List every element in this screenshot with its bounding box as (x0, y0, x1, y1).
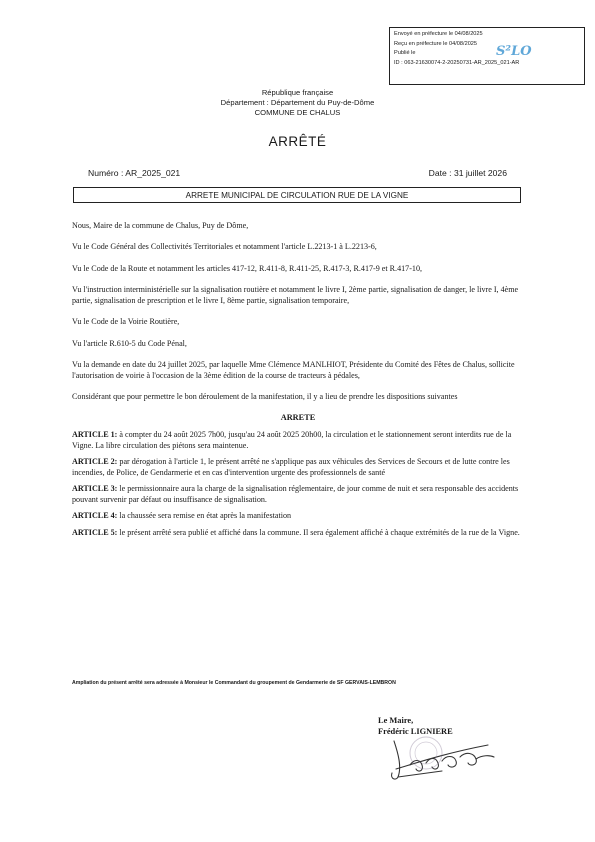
ampliation-note: Ampliation du présent arrêté sera adressée à Monsieur le Commandant du groupement de Gendarmerie de SF GERVAIS-LEMBRON (72, 680, 396, 686)
header-commune: COMMUNE DE CHALUS (254, 108, 341, 117)
article-text: à compter du 24 août 2025 7h00, jusqu'au 24 août 2025 20h00, la circulation et le stationnement seront interdits rue de la Vigne. La libre circulation des piétons sera maintenue. (72, 429, 512, 450)
article-2 (72, 457, 524, 478)
decree-body (72, 221, 524, 545)
slo-logo: S²LO (496, 44, 532, 59)
paragraph-instruction: Vu l'instruction interministérielle sur la signalisation routière et notamment le livre I, 2ème partie, signalisation de danger, le livre I, 4ème partie, signalisation de prescription et le livre I, 8ème partie, signalisation temporaire, (72, 285, 519, 305)
decree-number: Numéro : AR_2025_021 (88, 168, 181, 178)
signatory-role: Le Maire, (378, 716, 414, 725)
article-label: ARTICLE 5: (72, 528, 118, 538)
paragraph-voirie: Vu le Code de la Voirie Routière, (72, 317, 180, 327)
paragraph-code-route: Vu le Code de la Route et notamment les articles 417-12, R.411-8, R.411-25, R.417-3, R.417-9 et R.417-10, (72, 263, 423, 273)
header-country: République française (261, 88, 334, 97)
header-department: Département : Département du Puy-de-Dôme (220, 98, 375, 107)
article-text: la chaussée sera remise en état après la manifestation (117, 511, 292, 521)
stamp-received-line: Reçu en préfecture le 04/08/2025 (394, 40, 478, 47)
article-text: le permissionnaire aura la charge de la signalisation réglementaire, de jour comme de nuit et sera responsable des accidents pouvant survenir par défaut ou insuffisance de signalisation. (72, 484, 519, 504)
article-1 (72, 430, 524, 451)
signatory-name: Frédéric LIGNIERE (378, 726, 453, 736)
article-text: le présent arrêté sera publié et affiché dans la commune. Il sera également affiché à chaque extrémités de la rue de la Vigne. (117, 528, 520, 538)
paragraph-cgct: Vu le Code Général des Collectivités Territoriales et notamment l'article L.2213-1 à L.2213-6, (72, 242, 377, 252)
stamp-id-line: ID : 063-21630074-2-20250731-AR_2025_021-AR (394, 59, 520, 66)
decree-date: Date : 31 juillet 2026 (428, 168, 507, 178)
article-3 (72, 484, 524, 505)
arrete-heading: ARRETE (280, 413, 316, 423)
article-4 (72, 511, 524, 522)
page-title: ARRÊTÉ (268, 134, 327, 149)
article-text: par dérogation à l'article 1, le présent arrêté ne s'applique pas aux véhicules des Services de Secours et de lutte contre les incendies, de Police, de Gendarmerie et en cas d'intervention urgente des professionnels de santé (72, 457, 510, 477)
article-label: ARTICLE 4: (72, 511, 118, 521)
article-label: ARTICLE 3: (72, 484, 118, 494)
stamp-sent-line: Envoyé en préfecture le 04/08/2025 (394, 31, 483, 37)
decree-object-box: ARRETE MUNICIPAL DE CIRCULATION RUE DE LA VIGNE (73, 187, 521, 203)
paragraph-code-penal: Vu l'article R.610-5 du Code Pénal, (72, 338, 187, 348)
paragraph-intro: Nous, Maire de la commune de Chalus, Puy de Dôme, (72, 221, 249, 230)
article-5 (72, 528, 524, 539)
paragraph-request: Vu la demande en date du 24 juillet 2025, par laquelle Mme Clémence MANLHIOT, Présidente du Comité des Fêtes de Chalus, sollicite l'autorisation de voirie à l'occasion de la 3ème édition de la course de tracteurs à pédales, (72, 359, 515, 380)
article-label: ARTICLE 2: (72, 457, 118, 467)
stamp-published-line: Publié le (394, 50, 416, 56)
article-label: ARTICLE 1: (72, 429, 118, 439)
paragraph-considering: Considérant que pour permettre le bon déroulement de la manifestation, il y a lieu de prendre les dispositions suivantes (72, 391, 458, 401)
seal-stamp (410, 737, 442, 769)
handwritten-signature (376, 733, 506, 785)
prefecture-stamp (389, 27, 585, 85)
